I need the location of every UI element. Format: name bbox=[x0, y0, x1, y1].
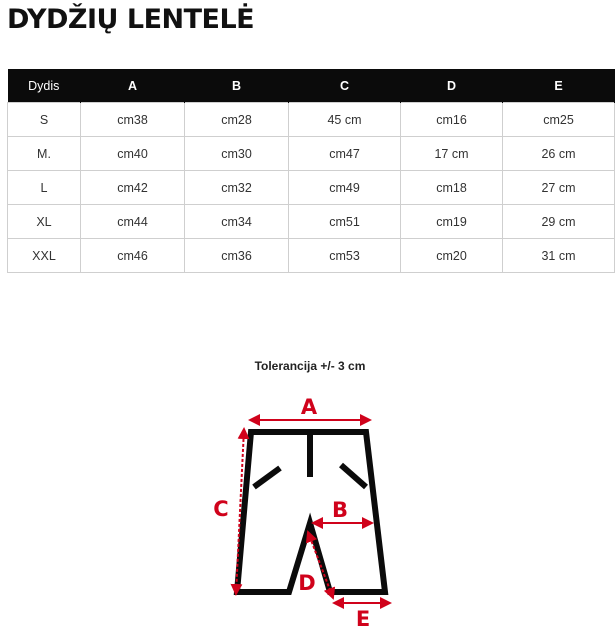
table-cell: cm16 bbox=[401, 103, 503, 137]
table-cell: 26 cm bbox=[503, 137, 615, 171]
table-cell: cm47 bbox=[289, 137, 401, 171]
size-cell: S bbox=[8, 103, 81, 137]
table-row bbox=[8, 137, 615, 171]
table-cell: 17 cm bbox=[401, 137, 503, 171]
table-cell: cm46 bbox=[81, 239, 185, 273]
table-row bbox=[8, 205, 615, 239]
tolerance-note: Tolerancija +/- 3 cm bbox=[254, 359, 366, 373]
table-row bbox=[8, 171, 615, 205]
shorts-measurement-diagram bbox=[200, 385, 410, 635]
table-cell: cm38 bbox=[81, 103, 185, 137]
table-cell: cm42 bbox=[81, 171, 185, 205]
table-cell: 31 cm bbox=[503, 239, 615, 273]
table-cell: cm32 bbox=[185, 171, 289, 205]
measure-e-label: E bbox=[355, 607, 371, 631]
table-cell: cm36 bbox=[185, 239, 289, 273]
size-cell: XXL bbox=[8, 239, 81, 273]
table-cell: 45 cm bbox=[289, 103, 401, 137]
header-e: E bbox=[503, 69, 615, 103]
measure-b-label: B bbox=[331, 498, 349, 522]
header-dydis: Dydis bbox=[8, 69, 81, 103]
table-cell: cm25 bbox=[503, 103, 615, 137]
measure-c-label: C bbox=[213, 497, 229, 521]
header-a: A bbox=[81, 69, 185, 103]
table-cell: 27 cm bbox=[503, 171, 615, 205]
table-cell: cm34 bbox=[185, 205, 289, 239]
header-c: C bbox=[289, 69, 401, 103]
table-cell: cm19 bbox=[401, 205, 503, 239]
page-title: DYDŽIŲ LENTELĖ bbox=[7, 4, 255, 35]
table-cell: cm18 bbox=[401, 171, 503, 205]
table-cell: cm30 bbox=[185, 137, 289, 171]
table-cell: cm44 bbox=[81, 205, 185, 239]
table-row bbox=[8, 103, 615, 137]
header-d: D bbox=[401, 69, 503, 103]
table-cell: cm40 bbox=[81, 137, 185, 171]
table-cell: cm28 bbox=[185, 103, 289, 137]
right-pocket-seam bbox=[341, 465, 366, 487]
table-cell: cm53 bbox=[289, 239, 401, 273]
table-row bbox=[8, 239, 615, 273]
table-cell: 29 cm bbox=[503, 205, 615, 239]
size-cell: M. bbox=[8, 137, 81, 171]
table-header-row bbox=[8, 69, 615, 103]
table-cell: cm49 bbox=[289, 171, 401, 205]
measure-d-label: D bbox=[298, 571, 316, 595]
size-cell: XL bbox=[8, 205, 81, 239]
table-cell: cm20 bbox=[401, 239, 503, 273]
size-cell: L bbox=[8, 171, 81, 205]
size-table bbox=[7, 69, 615, 273]
measure-a-label: A bbox=[300, 395, 318, 419]
left-pocket-seam bbox=[254, 468, 280, 487]
header-b: B bbox=[185, 69, 289, 103]
table-cell: cm51 bbox=[289, 205, 401, 239]
